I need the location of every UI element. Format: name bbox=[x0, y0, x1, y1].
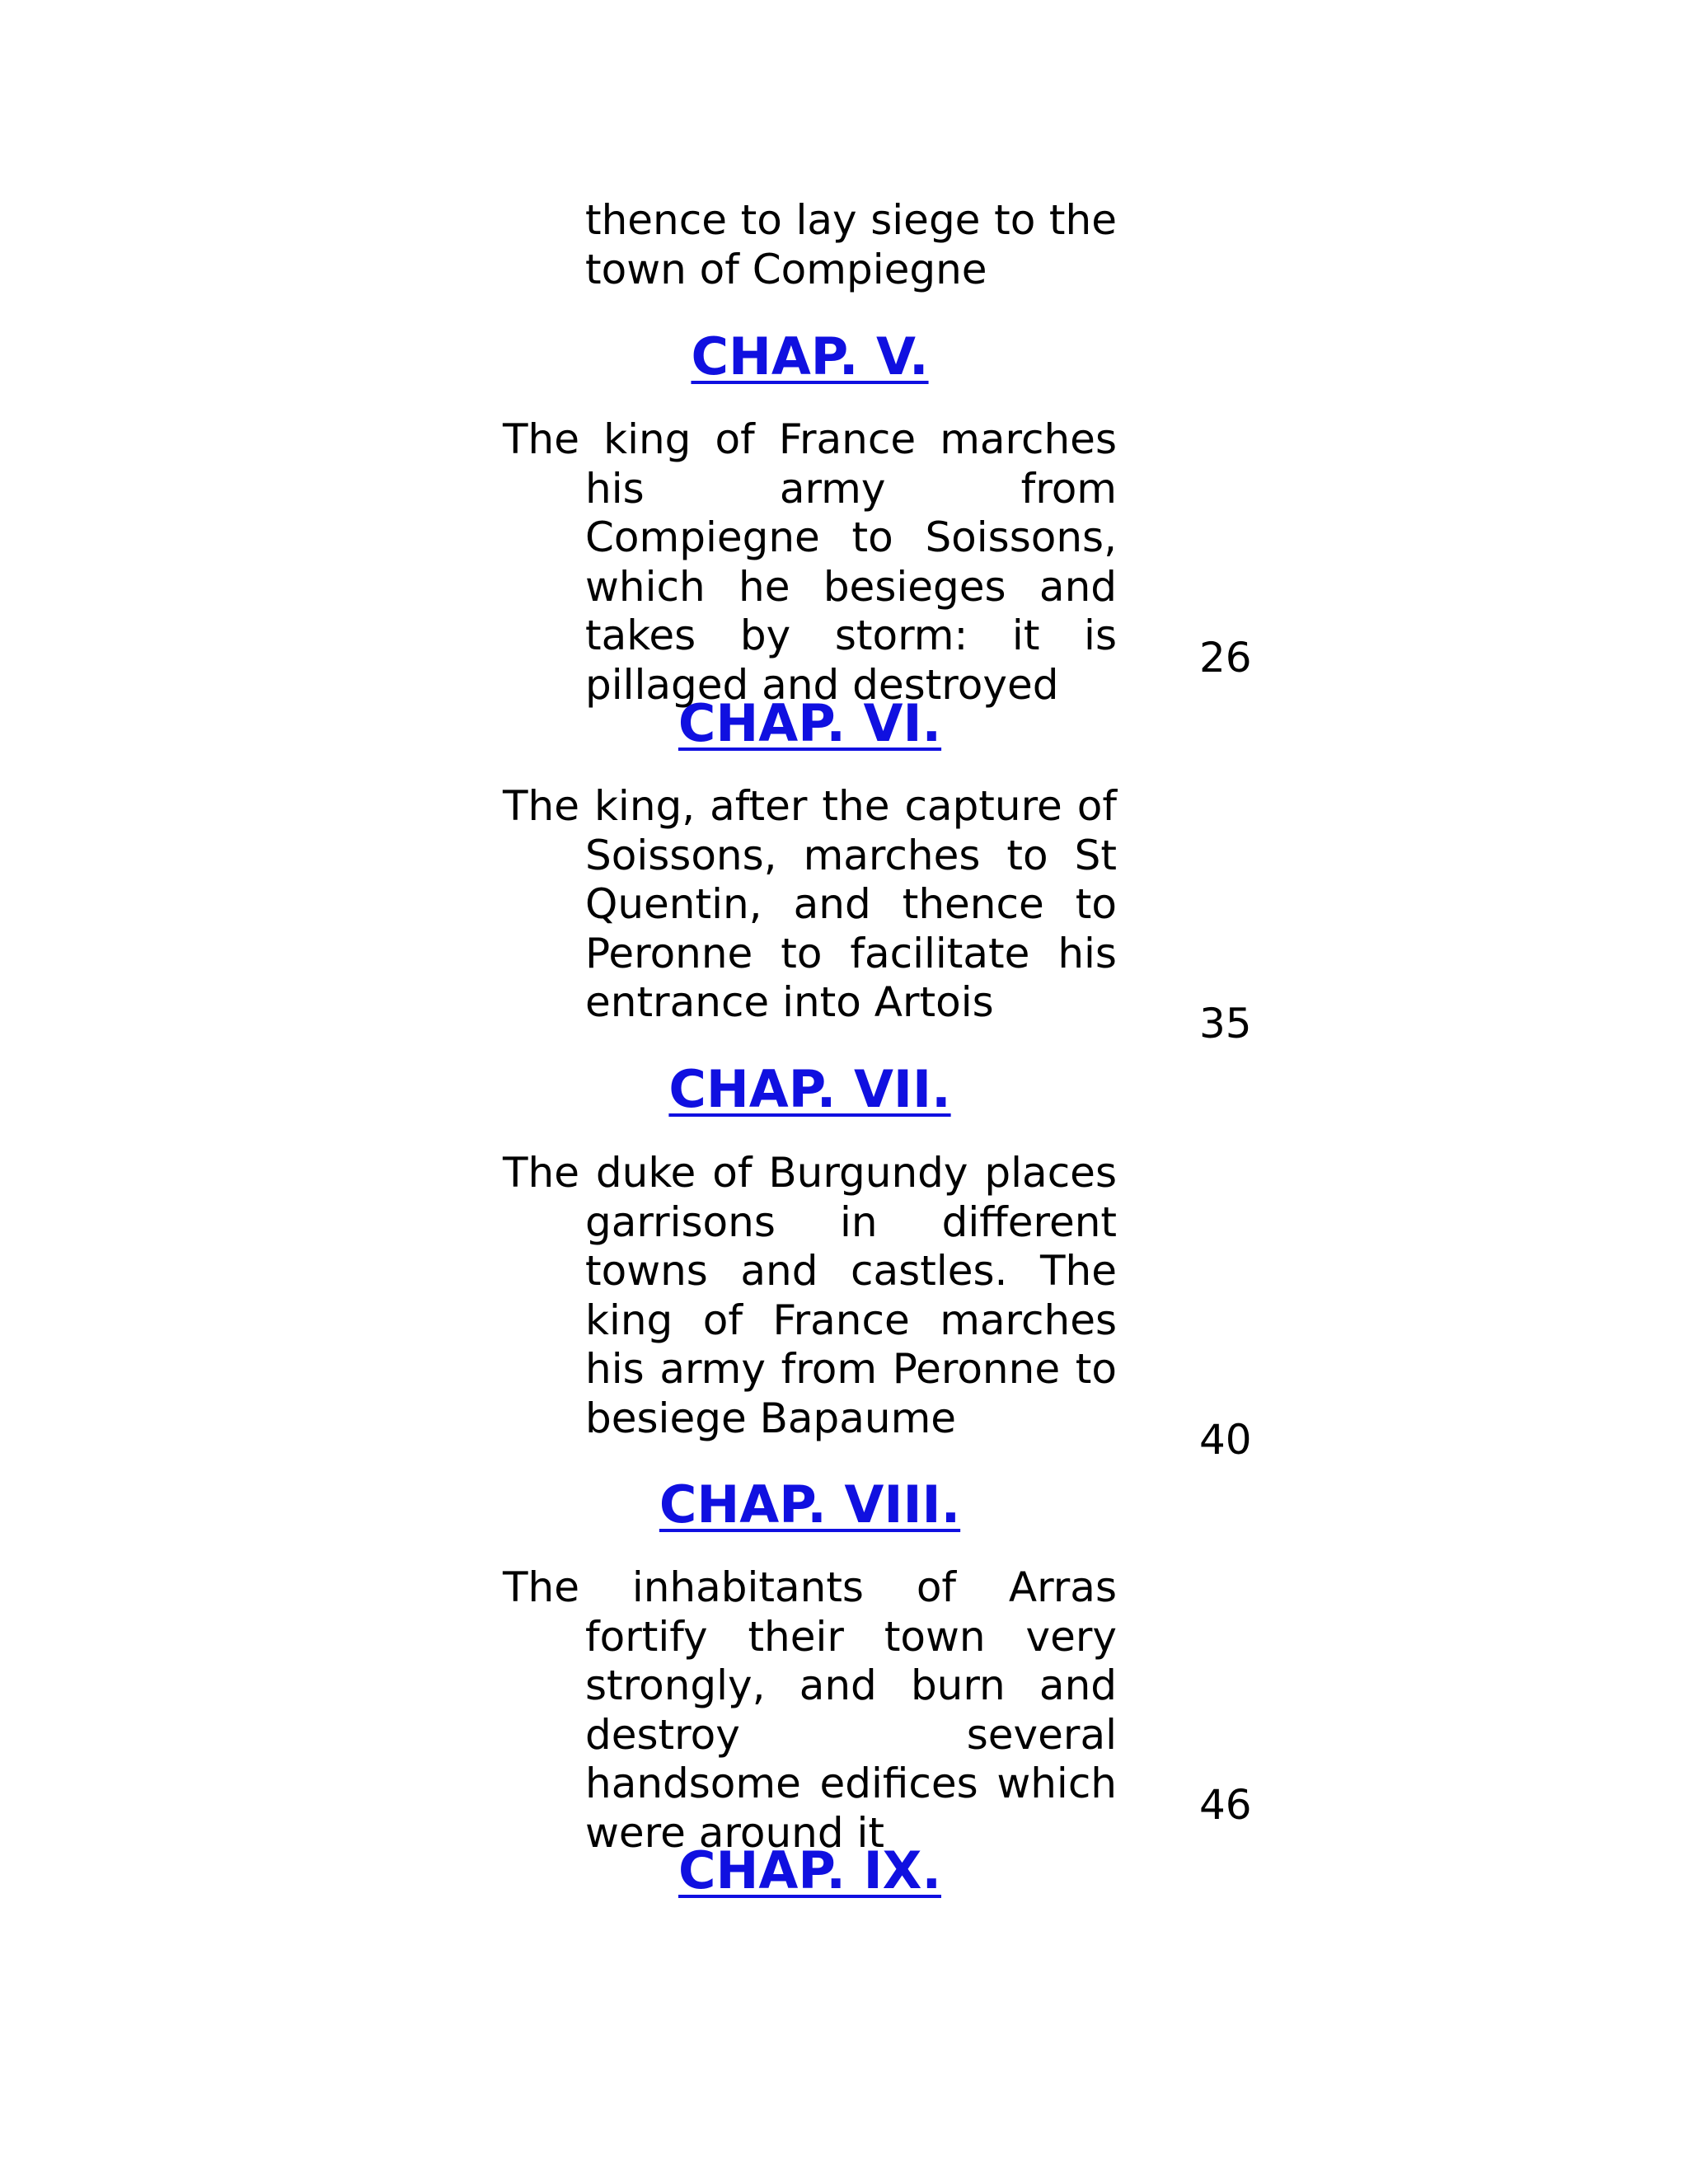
entry-description: The king, after the capture of Soissons, marches to St Quentin, and thence to Peronne to facilitate his entrance into Artois bbox=[503, 782, 1117, 1026]
entry-description: The king of France marches his army from Compiegne to Soissons, which he besieges and takes by storm: it is pillaged and destroyed bbox=[503, 415, 1117, 709]
chapter-link-viii[interactable]: CHAP. VIII. bbox=[659, 1474, 961, 1535]
entry-description: thence to lay siege to the town of Compiegne bbox=[585, 196, 1117, 293]
chapter-heading bbox=[503, 1476, 1117, 1534]
page-number: 40 bbox=[1199, 1416, 1252, 1464]
page-number: 35 bbox=[1199, 1000, 1252, 1047]
entry-description: The inhabitants of Arras fortify their town very strongly, and burn and destroy several handsome edifices which were around it bbox=[503, 1563, 1117, 1857]
chapter-link-v[interactable]: CHAP. V. bbox=[691, 326, 929, 387]
chapter-link-vii[interactable]: CHAP. VII. bbox=[668, 1059, 951, 1119]
chapter-link-ix[interactable]: CHAP. IX. bbox=[678, 1840, 941, 1900]
page-number: 26 bbox=[1199, 634, 1252, 682]
chapter-heading bbox=[503, 1842, 1117, 1900]
chapter-heading bbox=[503, 695, 1117, 752]
chapter-heading bbox=[503, 1061, 1117, 1118]
entry-description: The duke of Burgundy places garrisons in different towns and castles. The king of France marches his army from Peronne to besiege Bapaume bbox=[503, 1149, 1117, 1442]
page-number: 46 bbox=[1199, 1781, 1252, 1829]
chapter-link-vi[interactable]: CHAP. VI. bbox=[678, 693, 942, 753]
chapter-heading bbox=[503, 328, 1117, 386]
